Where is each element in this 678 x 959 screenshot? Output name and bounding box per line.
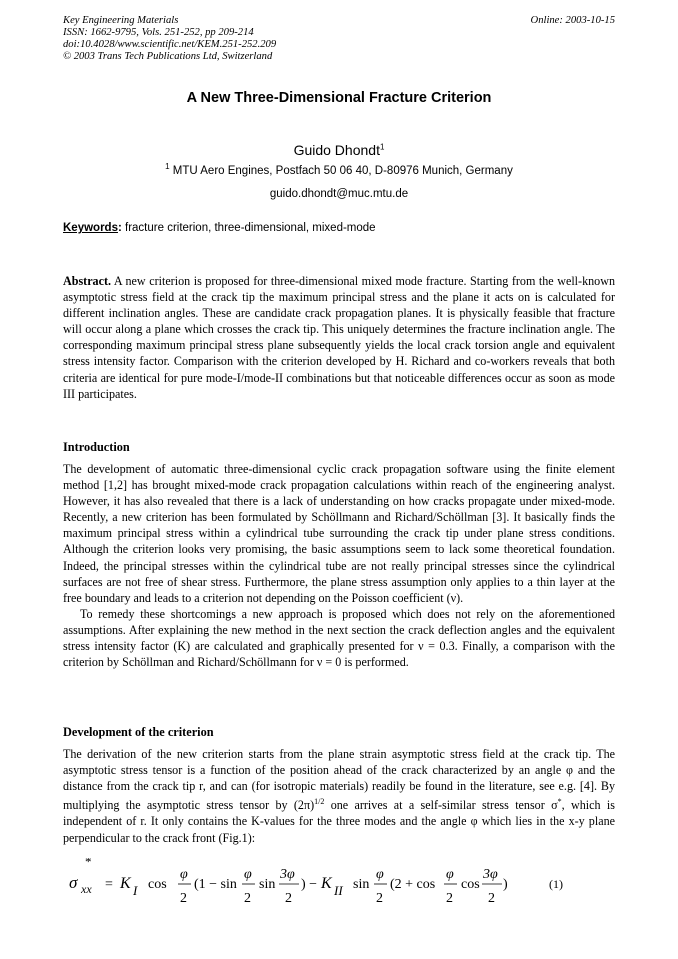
eq-part3: (2 + cos — [390, 877, 436, 892]
issn-line: ISSN: 1662-9795, Vols. 251-252, pp 209-214 — [63, 27, 254, 38]
eq-frac4-num: φ — [376, 867, 384, 882]
development-text-b: one arrives at a self-similar stress tensor σ — [324, 798, 558, 813]
eq-sin-2: sin — [353, 877, 370, 892]
eq-frac3-num: 3φ — [280, 867, 295, 882]
keywords-label: Keywords — [63, 222, 118, 234]
eq-equals: = — [105, 877, 113, 892]
keywords-line — [63, 222, 376, 234]
eq-part1: (1 − sin — [194, 877, 237, 892]
eq-frac3-den: 2 — [285, 891, 292, 906]
eq-cos-1: cos — [148, 877, 167, 892]
abstract-text: A new criterion is proposed for three-dimensional mixed mode fracture. Starting from the well-known asymptotic stress field at the crack tip the maximum principal stress and the plane it acts on is calculated for different inclination angles. These are candidate crack propagation planes. It is physically feasible that fracture will occur along a plane which crosses the crack tip. This uniquely determines the fracture inclination angle. The corresponding maximum principal stress plane subsequently yields the local crack torsion angle and equivalent stress intensity factor. Comparison with the criterion developed by H. Richard and co-workers reveals that both criteria are identical for pure mode-I/mode-II combinations but that noticeable differences occur as soon as mode III participates. — [63, 274, 615, 401]
exponent-half: 1/2 — [314, 797, 325, 807]
introduction-heading: Introduction — [63, 440, 130, 454]
journal-name: Key Engineering Materials — [63, 15, 179, 26]
eq-frac4-den: 2 — [376, 891, 383, 906]
online-date: Online: 2003-10-15 — [530, 15, 615, 26]
introduction-paragraph-2: To remedy these shortcomings a new approach is proposed which does not rely on the aforementioned assumptions. After explaining the new method in the next section the crack deflection angles and the equivalent stress intensity factor (K) are calculated and graphically presented for ν = 0.3. Finally, a comparison with the criterion by Schöllman and Richard/Schöllmann for ν = 0 is performed. — [63, 606, 615, 670]
eq-frac5-den: 2 — [446, 891, 453, 906]
eq-part2: sin — [259, 877, 276, 892]
abstract-label: Abstract. — [63, 274, 112, 288]
eq-frac1-num: φ — [180, 867, 188, 882]
eq-frac5-num: φ — [446, 867, 454, 882]
eq-frac6-num: 3φ — [483, 867, 498, 882]
affiliation: MTU Aero Engines, Postfach 50 06 40, D-80976 Munich, Germany — [172, 165, 513, 177]
introduction-paragraph-1: The development of automatic three-dimensional cyclic crack propagation software using the finite element method [1,2] has brought mixed-mode crack propagation calculations within reach of the engineering analyst. However, it has also revealed that there is a lack of understanding on how cracks propagate under mixed-mode. Recently, a new criterion has been formulated by Schöllmann and Richard/Schöllman [3]. It basically finds the maximum principal stress within a cylindrical tube surrounding the crack tip under plane stress conditions. Although the criterion looks very promising, the basic assumptions seem to lack some theoretical foundation. Indeed, the principal stresses within the cylindrical tube are not really principal stresses since the cylindrical surfaces are not free of shear stress. Furthermore, the plane stress assumption only applies to a thin layer at the free boundary and leads to a criterion not depending on the Poisson coefficient (ν). — [63, 462, 615, 605]
eq-frac2-den: 2 — [244, 891, 251, 906]
keywords-colon: : — [117, 222, 122, 234]
paper-title: A New Three-Dimensional Fracture Criterion — [186, 90, 492, 106]
author-mark: 1 — [379, 142, 385, 152]
development-text-a: The derivation of the new criterion starts from the plane strain asymptotic stress field at the crack tip. The asymptotic stress tensor is a function of the position ahead of the crack characterized by an angle φ and the distance from the crack tip r, and can (for isotropic materials) readily be found in the literature, see e.g. [4]. By multiplying the asymptotic stress tensor by (2π) — [63, 747, 615, 813]
eq-frac2-num: φ — [244, 867, 252, 882]
star-superscript: * — [557, 797, 562, 807]
eq-K2: K — [321, 875, 332, 892]
development-body — [63, 746, 615, 846]
author-line — [0, 142, 678, 158]
eq-part4: cos — [461, 877, 480, 892]
author-name: Guido Dhondt — [293, 142, 380, 158]
eq-lhs-sub: xx — [81, 882, 92, 896]
copyright-line: © 2003 Trans Tech Publications Ltd, Switzerland — [63, 51, 273, 62]
eq-frac6-den: 2 — [488, 891, 495, 906]
eq-close-minus: ) − — [301, 877, 318, 892]
eq-frac1-den: 2 — [180, 891, 187, 906]
affiliation-mark: 1 — [165, 162, 170, 172]
eq-lhs-star: * — [85, 858, 92, 869]
development-heading: Development of the criterion — [63, 725, 214, 739]
truncated-line — [63, 63, 615, 69]
introduction-body — [63, 461, 615, 670]
eq-K1: K — [120, 875, 131, 892]
eq-lhs-sigma: σ — [69, 873, 78, 892]
keywords-text: fracture criterion, three-dimensional, mixed-mode — [125, 222, 376, 234]
development-paragraph — [63, 746, 615, 846]
eq-K1-sub: I — [133, 883, 138, 898]
affiliation-line — [0, 162, 678, 177]
eq-K2-sub: II — [334, 883, 343, 898]
development-text-c: , which is independent of r. It only contains the K-values for the three modes and the angle φ which lies in the x-y plane perpendicular to the crack front (Fig.1): — [63, 798, 615, 845]
abstract — [63, 273, 615, 402]
author-email[interactable]: guido.dhondt@muc.mtu.de — [269, 188, 409, 200]
eq-close: ) — [503, 877, 508, 892]
doi-line: doi:10.4028/www.scientific.net/KEM.251-252.209 — [63, 39, 277, 50]
journal-header — [63, 15, 615, 69]
equation-number: (1) — [549, 877, 563, 891]
equation-1 — [63, 858, 615, 918]
